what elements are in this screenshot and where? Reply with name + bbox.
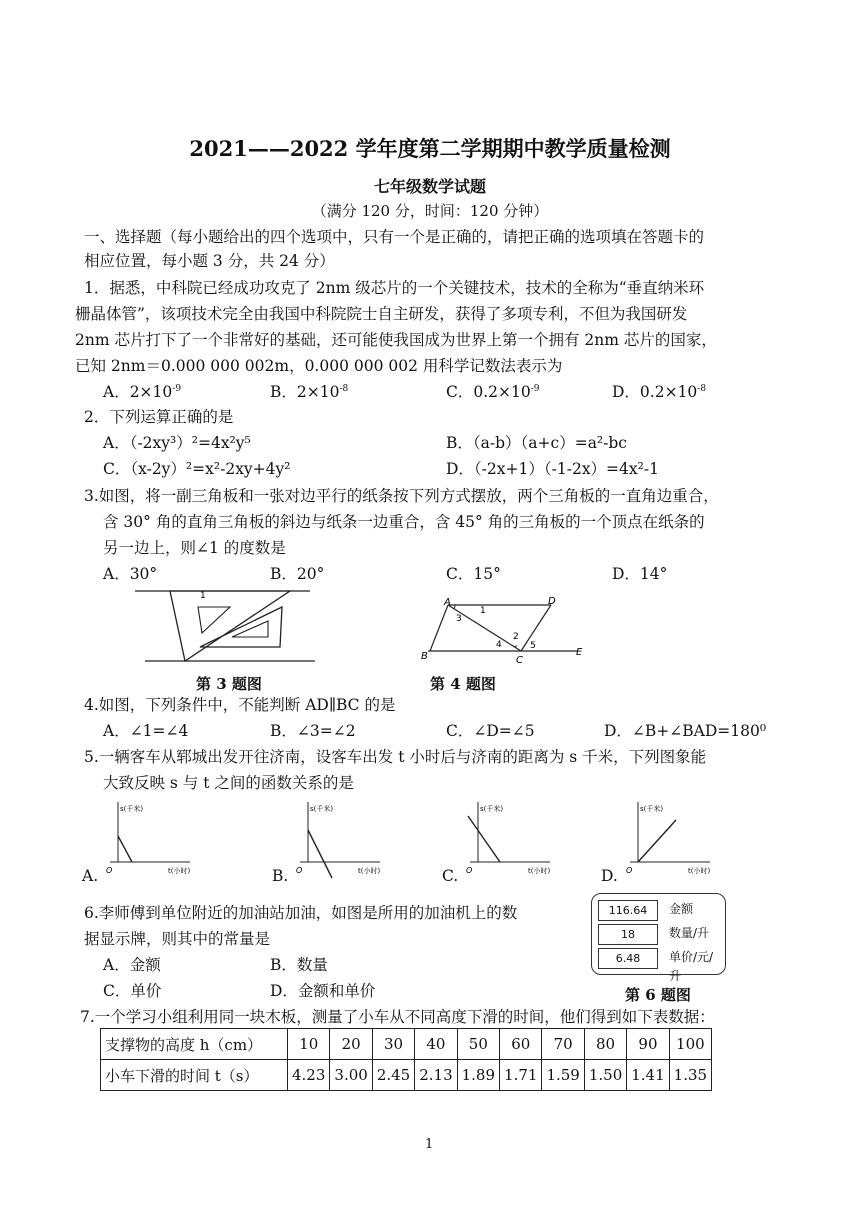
table-row — [101, 1060, 712, 1091]
table-cell: 1.59 — [542, 1060, 584, 1091]
q4-figure — [418, 595, 588, 667]
q5-line1: 5.一辆客车从郓城出发开往济南，设客车出发 t 小时后与济南的距离为 s 千米，下列图象能 — [84, 748, 707, 766]
q2-option-a: A．（-2xy³）²=4x²y⁵ — [103, 434, 251, 452]
q5-option-b: B. — [272, 867, 289, 885]
q5-graph-b — [290, 800, 400, 880]
quantity-label: 数量/升 — [669, 926, 710, 940]
quantity-value: 18 — [598, 924, 658, 945]
angle-1-label: 1 — [200, 591, 206, 601]
q3-option-c: C．15° — [446, 565, 501, 583]
table-cell: 30 — [372, 1029, 414, 1060]
q2-stem: 2．下列运算正确的是 — [84, 408, 234, 426]
q4-option-c: C．∠D=∠5 — [446, 722, 535, 740]
q1-option-d: D．$0.2\times 10^{-8}$ — [612, 383, 707, 401]
row-header: 支撑物的高度 h（cm） — [101, 1029, 288, 1060]
amount-label: 金额 — [669, 902, 694, 916]
q4-stem: 4.如图，下列条件中，不能判断 AD∥BC 的是 — [84, 696, 396, 714]
q3-option-d: D．14° — [612, 565, 668, 583]
q3-figure — [130, 585, 320, 667]
q1-option-c: C．$0.2\times 10^{-9}$ — [446, 383, 540, 401]
svg-text:s(千米): s(千米) — [310, 805, 334, 813]
svg-text:s(千米): s(千米) — [640, 805, 664, 813]
table-cell: 1.89 — [457, 1060, 499, 1091]
page-number: 1 — [425, 1137, 434, 1152]
q5-option-a: A. — [82, 867, 99, 885]
table-cell: 1.50 — [584, 1060, 626, 1091]
q3-option-a: A．30° — [103, 565, 158, 583]
table-cell: 100 — [669, 1029, 711, 1060]
table-cell: 3.00 — [330, 1060, 372, 1091]
svg-text:1: 1 — [480, 606, 486, 616]
q3-figure-caption: 第 3 题图 — [196, 675, 262, 693]
table-cell: 1.35 — [669, 1060, 711, 1091]
table-cell: 10 — [288, 1029, 330, 1060]
svg-text:C: C — [516, 655, 523, 666]
table-cell: 4.23 — [288, 1060, 330, 1091]
q3-line1: 3.如图，将一副三角板和一张对边平行的纸条按下列方式摆放，两个三角板的一直角边重合， — [84, 487, 719, 505]
svg-text:D: D — [548, 596, 556, 607]
q6-option-a: A．金额 — [103, 956, 161, 974]
q4-figure-caption: 第 4 题图 — [430, 675, 496, 693]
svg-text:s(千米): s(千米) — [480, 805, 504, 813]
q7-stem: 7.一个学习小组利用同一块木板，测量了小车从不同高度下滑的时间，他们得到如下表数据： — [80, 1008, 715, 1026]
price-label: 单价/元/升 — [669, 950, 714, 983]
table-cell: 70 — [542, 1029, 584, 1060]
set-square-30 — [170, 591, 290, 661]
section-heading-cont: 相应位置，每小题 3 分，共 24 分） — [84, 252, 335, 270]
q5-line2: 大致反映 s 与 t 之间的函数关系的是 — [103, 774, 354, 792]
line-cd — [521, 605, 551, 651]
line-ab — [430, 605, 448, 651]
svg-text:t(小时): t(小时) — [358, 867, 381, 875]
q5-option-c: C. — [442, 867, 459, 885]
amount-value: 116.64 — [598, 900, 658, 921]
svg-text:O: O — [466, 866, 473, 875]
q5-graph-c — [460, 800, 570, 880]
table-row — [101, 1029, 712, 1060]
q2-option-c: C．（x-2y）²=x²-2xy+4y² — [103, 460, 291, 478]
q6-option-b: B．数量 — [270, 956, 328, 974]
table-cell: 90 — [627, 1029, 669, 1060]
svg-text:4: 4 — [496, 640, 502, 650]
table-cell: 40 — [415, 1029, 457, 1060]
svg-text:O: O — [106, 866, 113, 875]
svg-text:s(千米): s(千米) — [120, 805, 144, 813]
set-square-45 — [200, 607, 282, 647]
set-square-30-inner — [198, 607, 230, 633]
q4-option-b: B．∠3=∠2 — [270, 722, 356, 740]
q1-line2: 栅晶体管”，该项技术完全由我国中科院院士自主研发，获得了多项专利，不但为我国研发 — [75, 305, 688, 323]
table-cell: 80 — [584, 1029, 626, 1060]
q6-option-d: D．金额和单价 — [270, 982, 376, 1000]
q1-option-a: A．$2\times 10^{-9}$ — [103, 383, 182, 401]
table-cell: 20 — [330, 1029, 372, 1060]
q2-option-d: D．（-2x+1）（-1-2x）=4x²-1 — [446, 460, 659, 478]
svg-text:t(小时): t(小时) — [688, 867, 711, 875]
row-header: 小车下滑的时间 t（s） — [101, 1060, 288, 1091]
q6-option-c: C．单价 — [103, 982, 162, 1000]
svg-text:2: 2 — [513, 632, 519, 642]
svg-text:E: E — [576, 647, 583, 658]
q5-option-d: D. — [601, 867, 618, 885]
page-subtitle: 七年级数学试题 — [373, 177, 486, 196]
section-heading: 一、选择题（每小题给出的四个选项中，只有一个是正确的，请把正确的选项填在答题卡的 — [84, 228, 705, 246]
table-cell: 50 — [457, 1029, 499, 1060]
q2-option-b: B．（a-b）（a+c）=a²-bc — [446, 434, 627, 452]
q6-figure-caption: 第 6 题图 — [625, 986, 691, 1004]
q6-line1: 6.李师傅到单位附近的加油站加油，如图是所用的加油机上的数 — [84, 904, 518, 922]
page-title: 2021——2022 学年度第二学期期中教学质量检测 — [189, 136, 671, 161]
exam-note: （满分 120 分，时间：120 分钟） — [311, 202, 549, 220]
q1-line3: 2nm 芯片打下了一个非常好的基础，还可能使我国成为世界上第一个拥有 2nm 芯片的国家， — [75, 331, 717, 349]
q4-option-a: A．∠1=∠4 — [103, 722, 189, 740]
table-cell: 1.71 — [500, 1060, 542, 1091]
q4-option-d: D．∠B+∠BAD=180⁰ — [604, 722, 767, 740]
q1-option-b: B．$2\times 10^{-8}$ — [270, 383, 349, 401]
svg-text:5: 5 — [530, 641, 536, 651]
table-cell: 1.41 — [627, 1060, 669, 1091]
svg-text:O: O — [626, 866, 633, 875]
table-cell: 2.13 — [415, 1060, 457, 1091]
svg-text:3: 3 — [456, 614, 462, 624]
price-value: 6.48 — [598, 948, 658, 969]
svg-text:O: O — [296, 866, 303, 875]
svg-text:t(小时): t(小时) — [168, 867, 191, 875]
q1-line4: 已知 2nm＝0.000 000 002m，0.000 000 002 用科学记数法表示为 — [75, 357, 563, 375]
table-cell: 60 — [500, 1029, 542, 1060]
q5-graph-a — [100, 800, 210, 880]
data-table — [100, 1028, 712, 1091]
q1-line1: 1．据悉，中科院已经成功攻克了 2nm 级芯片的一个关键技术，技术的全称为“垂直纳米环 — [84, 279, 705, 297]
q6-line2: 据显示牌，则其中的常量是 — [84, 930, 271, 948]
q3-line2: 含 30° 角的直角三角板的斜边与纸条一边重合，含 45° 角的三角板的一个顶点在纸条的 — [103, 513, 705, 531]
svg-text:A: A — [444, 597, 451, 608]
q3-line3: 另一边上，则∠1 的度数是 — [103, 539, 286, 557]
svg-text:t(小时): t(小时) — [528, 867, 551, 875]
q5-graph-d — [620, 800, 730, 880]
svg-text:B: B — [421, 651, 428, 662]
table-cell: 2.45 — [372, 1060, 414, 1091]
fuel-pump-display — [591, 893, 726, 983]
q3-option-b: B．20° — [270, 565, 325, 583]
